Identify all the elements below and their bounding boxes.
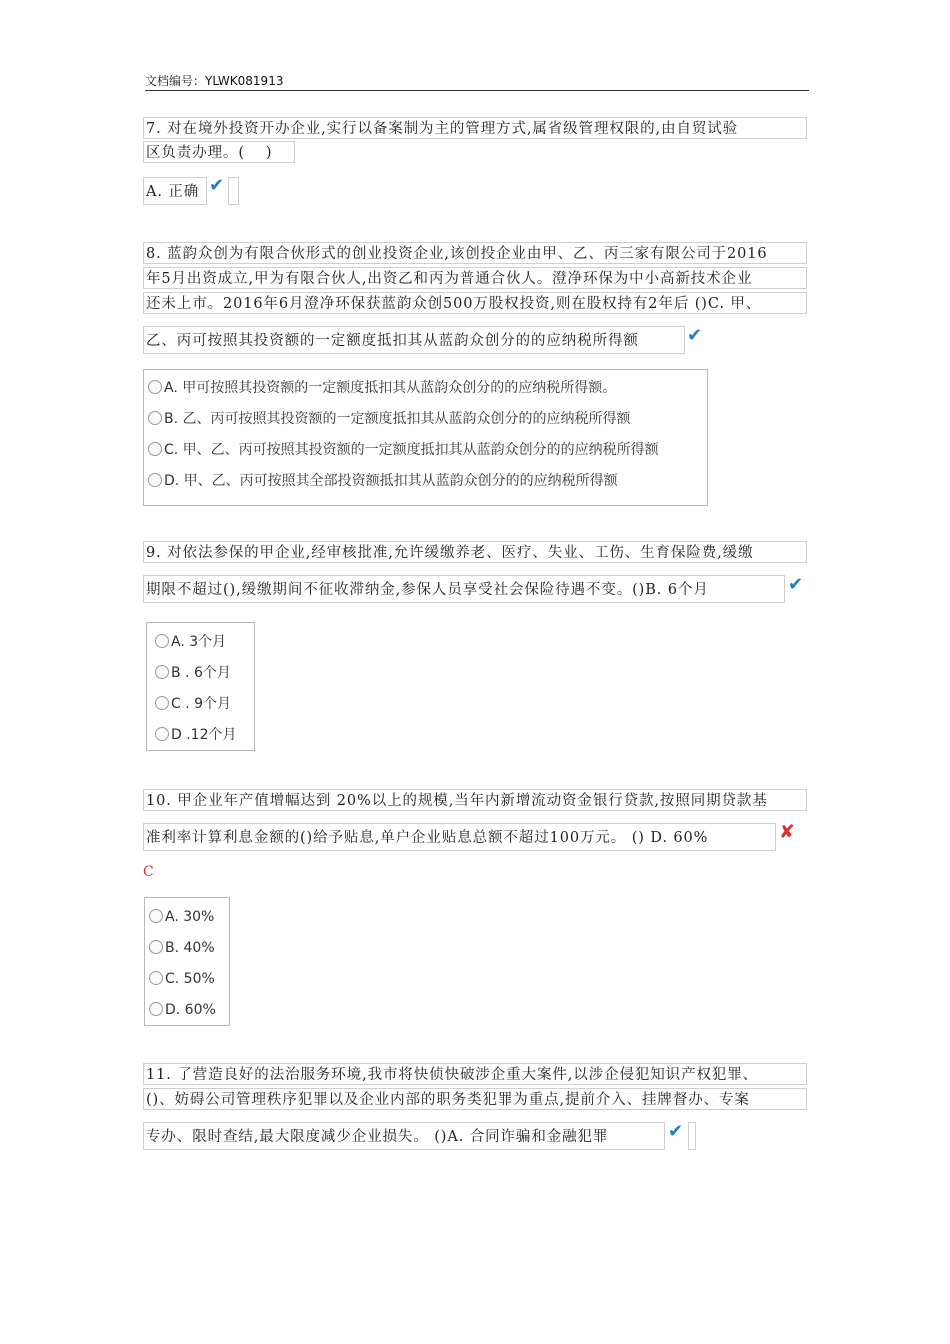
radio-icon[interactable] [148,380,162,394]
radio-icon[interactable] [149,909,163,923]
question-8-options [143,369,708,506]
option-c[interactable]: C . 9个月 [155,694,231,714]
option-c[interactable]: C. 50% [149,969,215,989]
correct-check-icon: ✔ [209,175,225,196]
option-b[interactable]: B. 40% [149,938,215,958]
document-header [145,72,809,91]
radio-icon[interactable] [155,634,169,648]
radio-icon[interactable] [149,1002,163,1016]
option-a[interactable]: A. 3个月 [155,632,226,652]
question-11-line-2: ()、妨碍公司管理秩序犯罪以及企业内部的职务类犯罪为重点,提前介入、挂牌督办、专案 [143,1088,807,1110]
question-11-line-1: 11. 了营造良好的法治服务环境,我市将快侦快破涉企重大案件,以涉企侵犯知识产权犯罪、 [143,1063,807,1085]
question-9-line-1: 9. 对依法参保的甲企业,经审核批准,允许缓缴养老、医疗、失业、工伤、生育保险费,缓缴 [143,541,807,563]
option-b[interactable]: B . 6个月 [155,663,231,683]
question-10-line-1: 10. 甲企业年产值增幅达到 20%以上的规模,当年内新增流动资金银行贷款,按照同期贷款基 [143,789,807,811]
radio-icon[interactable] [149,971,163,985]
option-d[interactable]: D. 甲、乙、丙可按照其全部投资额抵扣其从蓝韵众创分的的应纳税所得额 [148,471,618,491]
radio-icon[interactable] [155,665,169,679]
option-a[interactable]: A. 甲可按照其投资额的一定额度抵扣其从蓝韵众创分的的应纳税所得额。 [148,378,616,398]
correct-check-icon: ✔ [668,1121,684,1142]
correct-answer: C [143,864,154,880]
answer-blank-box [228,177,239,205]
radio-icon[interactable] [155,696,169,710]
question-8-line-4: 乙、丙可按照其投资额的一定额度抵扣其从蓝韵众创分的的应纳税所得额 [143,326,685,354]
question-7-answer: A. 正确 [143,177,207,205]
question-7-line-1: 7. 对在境外投资开办企业,实行以备案制为主的管理方式,属省级管理权限的,由自贸试验 [143,117,807,139]
question-8-line-1: 8. 蓝韵众创为有限合伙形式的创业投资企业,该创投企业由甲、乙、丙三家有限公司于2016 [143,242,807,264]
option-c[interactable]: C. 甲、乙、丙可按照其投资额的一定额度抵扣其从蓝韵众创分的的应纳税所得额 [148,440,659,460]
radio-icon[interactable] [155,727,169,741]
question-10-line-2: 准利率计算利息金额的()给予贴息,单户企业贴息总额不超过100万元。 () D. 60% [143,823,776,851]
radio-icon[interactable] [148,411,162,425]
radio-icon[interactable] [148,473,162,487]
correct-check-icon: ✔ [687,325,703,346]
option-b[interactable]: B. 乙、丙可按照其投资额的一定额度抵扣其从蓝韵众创分的的应纳税所得额 [148,409,631,429]
option-d[interactable]: D. 60% [149,1000,216,1020]
option-d[interactable]: D .12个月 [155,725,237,745]
answer-blank-box [688,1122,696,1150]
question-8-line-3: 还未上市。2016年6月澄净环保获蓝韵众创500万股权投资,则在股权持有2年后 ()C. 甲、 [143,292,807,314]
correct-check-icon: ✔ [788,574,804,595]
question-11-line-3: 专办、限时查结,最大限度减少企业损失。 ()A. 合同诈骗和金融犯罪 [143,1122,665,1150]
radio-icon[interactable] [148,442,162,456]
question-9-line-2: 期限不超过(),缓缴期间不征收滞纳金,参保人员享受社会保险待遇不变。()B. 6个月 [143,575,785,603]
radio-icon[interactable] [149,940,163,954]
document-id: 文档编号：YLWK081913 [145,74,284,88]
question-10-options [144,897,230,1026]
question-9-options [146,622,255,751]
wrong-cross-icon: ✘ [779,821,795,843]
question-8-line-2: 年5月出资成立,甲为有限合伙人,出资乙和丙为普通合伙人。澄净环保为中小高新技术企业 [143,267,807,289]
option-a[interactable]: A. 30% [149,907,214,927]
question-7-line-2: 区负责办理。( ) [143,141,295,163]
